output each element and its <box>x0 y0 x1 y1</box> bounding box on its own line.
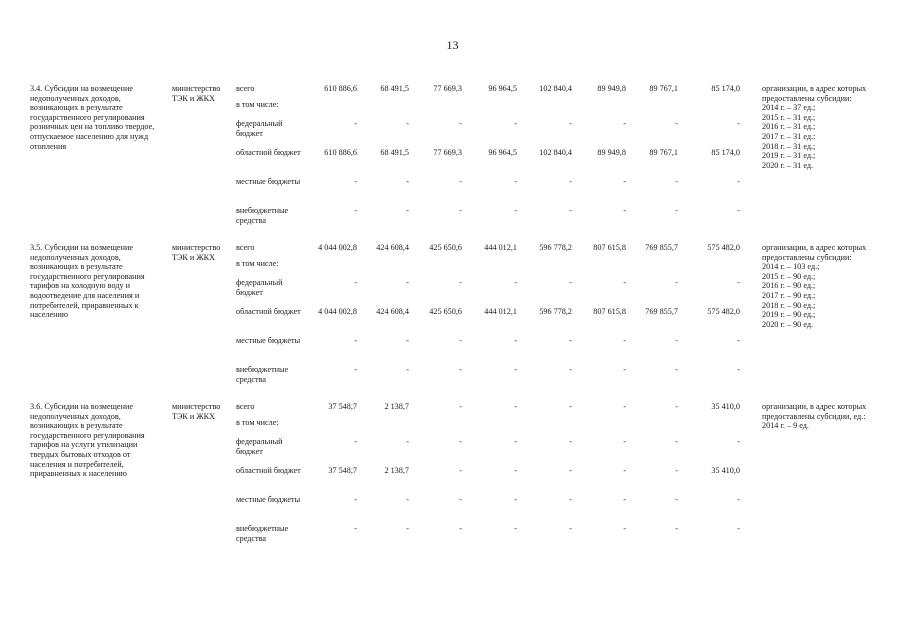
amount-cell: 4 044 002,8 <box>318 243 357 252</box>
funding-source-label: внебюджетные средства <box>236 524 289 543</box>
item-description: 3.4. Субсидии на возмещение недополученных доходов, возникающих в результате государственного регулирования розничных цен на топливо твердое, отпускаемое населению для нужд отопления <box>30 84 155 151</box>
amount-cell: - <box>623 437 626 446</box>
amount-cell: 769 855,7 <box>645 243 678 252</box>
amount-cell: - <box>354 119 357 128</box>
amount-cell: - <box>623 119 626 128</box>
item-description: 3.6. Субсидии на возмещение недополученных доходов, возникающих в результате государственного регулирования тарифов на услуги утилизации твердых бытовых отходов от населения и потребителей, приравненных к населению <box>30 402 145 479</box>
amount-cell: - <box>459 365 462 374</box>
result-note-line: 2014 г. – 103 ед.; <box>762 262 820 272</box>
funding-source-label: внебюджетные средства <box>236 365 289 384</box>
amount-cell: - <box>406 495 409 504</box>
amount-cell: 444 012,1 <box>484 243 517 252</box>
amount-cell: - <box>737 206 740 215</box>
funding-source-label: федеральный бюджет <box>236 437 283 456</box>
funding-source-label: всего <box>236 243 255 252</box>
funding-source-label: местные бюджеты <box>236 495 301 504</box>
amount-cell: 85 174,0 <box>711 84 740 93</box>
amount-cell: - <box>354 177 357 186</box>
responsible-executor: министерство ТЭК и ЖКХ <box>172 84 221 103</box>
amount-cell: - <box>459 495 462 504</box>
funding-source-label: в том числе: <box>236 418 279 427</box>
result-note-line: организации, в адрес которых предоставлены субсидии: <box>762 84 867 103</box>
amount-cell: - <box>459 119 462 128</box>
amount-cell: - <box>737 495 740 504</box>
amount-cell: - <box>569 119 572 128</box>
funding-source-label: областной бюджет <box>236 307 301 316</box>
amount-cell: - <box>623 177 626 186</box>
result-note-line: 2019 г. – 90 ед.; <box>762 310 816 320</box>
table-row <box>0 243 905 403</box>
result-note-line: 2015 г. – 90 ед.; <box>762 271 816 281</box>
amount-cell: - <box>354 206 357 215</box>
amount-cell: - <box>737 119 740 128</box>
amount-cell: 102 840,4 <box>539 148 572 157</box>
amount-cell: 425 650,6 <box>429 243 462 252</box>
amount-cell: 85 174,0 <box>711 148 740 157</box>
funding-source-label: всего <box>236 402 255 411</box>
amount-cell: - <box>459 437 462 446</box>
amount-cell: 596 778,2 <box>539 307 572 316</box>
amount-cell: 37 548,7 <box>328 466 357 475</box>
amount-cell: 89 767,1 <box>649 84 678 93</box>
table-row <box>0 402 905 562</box>
result-note-line: 2014 г. – 37 ед.; <box>762 103 816 113</box>
amount-cell: - <box>514 466 517 475</box>
amount-cell: - <box>623 206 626 215</box>
amount-cell: - <box>675 336 678 345</box>
amount-cell: - <box>406 177 409 186</box>
amount-cell: - <box>623 466 626 475</box>
amount-cell: 575 482,0 <box>707 243 740 252</box>
amount-cell: 807 615,8 <box>593 243 626 252</box>
amount-cell: - <box>406 206 409 215</box>
amount-cell: - <box>406 524 409 533</box>
amount-cell: - <box>675 206 678 215</box>
funding-source-label: областной бюджет <box>236 466 301 475</box>
amount-cell: - <box>623 365 626 374</box>
amount-cell: - <box>354 437 357 446</box>
amount-cell: - <box>459 524 462 533</box>
amount-cell: 610 886,6 <box>324 148 357 157</box>
amount-cell: - <box>675 365 678 374</box>
funding-source-label: местные бюджеты <box>236 336 301 345</box>
amount-cell: - <box>675 524 678 533</box>
amount-cell: - <box>514 206 517 215</box>
result-note <box>762 402 882 431</box>
amount-cell: - <box>514 177 517 186</box>
amount-cell: - <box>569 495 572 504</box>
amount-cell: 424 608,4 <box>376 307 409 316</box>
table-row <box>0 84 905 244</box>
amount-cell: - <box>675 466 678 475</box>
result-note <box>762 243 882 329</box>
result-note-line: 2018 г. – 90 ед.; <box>762 300 816 310</box>
item-description: 3.5. Субсидии на возмещение недополученных доходов, возникающих в результате государственного регулирования тарифов на холодную воду и водоотведение для населения и потребителей, приравненных к населению <box>30 243 145 320</box>
amount-cell: 68 491,5 <box>380 148 409 157</box>
amount-cell: 424 608,4 <box>376 243 409 252</box>
result-note-line: 2020 г. – 31 ед. <box>762 160 814 170</box>
amount-cell: - <box>675 437 678 446</box>
amount-cell: 96 964,5 <box>488 148 517 157</box>
amount-cell: 35 410,0 <box>711 466 740 475</box>
amount-cell: - <box>406 365 409 374</box>
amount-cell: - <box>569 437 572 446</box>
amount-cell: 4 044 002,8 <box>318 307 357 316</box>
amount-cell: - <box>675 495 678 504</box>
amount-cell: - <box>459 402 462 411</box>
amount-cell: - <box>514 365 517 374</box>
amount-cell: - <box>514 524 517 533</box>
result-note-line: 2016 г. – 90 ед.; <box>762 281 816 291</box>
amount-cell: 2 138,7 <box>384 402 409 411</box>
amount-cell: 89 949,8 <box>597 84 626 93</box>
result-note-line: 2018 г. – 31 ед.; <box>762 141 816 151</box>
funding-source-label: областной бюджет <box>236 148 301 157</box>
amount-cell: 2 138,7 <box>384 466 409 475</box>
amount-cell: 35 410,0 <box>711 402 740 411</box>
result-note <box>762 84 882 170</box>
amount-cell: - <box>737 524 740 533</box>
amount-cell: - <box>459 336 462 345</box>
result-note-line: 2019 г. – 31 ед.; <box>762 151 816 161</box>
funding-source-label: всего <box>236 84 255 93</box>
amount-cell: - <box>623 336 626 345</box>
result-note-line: 2020 г. – 90 ед. <box>762 319 814 329</box>
amount-cell: - <box>514 119 517 128</box>
amount-cell: - <box>569 336 572 345</box>
amount-cell: 807 615,8 <box>593 307 626 316</box>
amount-cell: - <box>459 278 462 287</box>
amount-cell: - <box>623 495 626 504</box>
result-note-line: организации, в адрес которых предоставлены субсидии: <box>762 243 867 262</box>
funding-source-label: внебюджетные средства <box>236 206 289 225</box>
result-note-line: 2014 г. – 9 ед. <box>762 421 809 431</box>
funding-source-label: в том числе: <box>236 259 279 268</box>
amount-cell: - <box>569 278 572 287</box>
amount-cell: - <box>406 119 409 128</box>
amount-cell: - <box>354 278 357 287</box>
amount-cell: - <box>569 206 572 215</box>
result-note-line: 2016 г. – 31 ед.; <box>762 122 816 132</box>
result-note-line: организации, в адрес которых предоставлены субсидии, ед.: <box>762 402 867 421</box>
amount-cell: - <box>354 336 357 345</box>
amount-cell: 769 855,7 <box>645 307 678 316</box>
amount-cell: - <box>406 437 409 446</box>
amount-cell: - <box>569 177 572 186</box>
funding-source-label: в том числе: <box>236 100 279 109</box>
result-note-line: 2015 г. – 31 ед.; <box>762 112 816 122</box>
funding-source-label: федеральный бюджет <box>236 278 283 297</box>
amount-cell: - <box>675 177 678 186</box>
amount-cell: 444 012,1 <box>484 307 517 316</box>
amount-cell: - <box>514 437 517 446</box>
funding-source-label: федеральный бюджет <box>236 119 283 138</box>
amount-cell: - <box>675 119 678 128</box>
amount-cell: 425 650,6 <box>429 307 462 316</box>
responsible-executor: министерство ТЭК и ЖКХ <box>172 243 221 262</box>
responsible-executor: министерство ТЭК и ЖКХ <box>172 402 221 421</box>
amount-cell: - <box>737 278 740 287</box>
amount-cell: - <box>406 336 409 345</box>
amount-cell: - <box>514 336 517 345</box>
amount-cell: 610 886,6 <box>324 84 357 93</box>
page-number: 13 <box>446 38 459 52</box>
amount-cell: 77 669,3 <box>433 84 462 93</box>
amount-cell: - <box>623 278 626 287</box>
amount-cell: 77 669,3 <box>433 148 462 157</box>
amount-cell: - <box>623 524 626 533</box>
amount-cell: - <box>569 524 572 533</box>
amount-cell: - <box>737 365 740 374</box>
amount-cell: - <box>569 466 572 475</box>
amount-cell: - <box>354 495 357 504</box>
amount-cell: 102 840,4 <box>539 84 572 93</box>
result-note-line: 2017 г. – 90 ед.; <box>762 290 816 300</box>
amount-cell: 96 964,5 <box>488 84 517 93</box>
amount-cell: 596 778,2 <box>539 243 572 252</box>
amount-cell: - <box>569 402 572 411</box>
amount-cell: 89 949,8 <box>597 148 626 157</box>
funding-source-label: местные бюджеты <box>236 177 301 186</box>
amount-cell: - <box>675 402 678 411</box>
amount-cell: - <box>569 365 572 374</box>
amount-cell: - <box>623 402 626 411</box>
amount-cell: - <box>737 336 740 345</box>
amount-cell: - <box>514 402 517 411</box>
amount-cell: - <box>737 437 740 446</box>
result-note-line: 2017 г. – 31 ед.; <box>762 131 816 141</box>
amount-cell: - <box>514 495 517 504</box>
amount-cell: - <box>459 177 462 186</box>
amount-cell: - <box>514 278 517 287</box>
amount-cell: - <box>406 278 409 287</box>
amount-cell: 68 491,5 <box>380 84 409 93</box>
amount-cell: 575 482,0 <box>707 307 740 316</box>
amount-cell: - <box>354 365 357 374</box>
amount-cell: 89 767,1 <box>649 148 678 157</box>
amount-cell: - <box>459 466 462 475</box>
amount-cell: 37 548,7 <box>328 402 357 411</box>
amount-cell: - <box>737 177 740 186</box>
amount-cell: - <box>675 278 678 287</box>
amount-cell: - <box>354 524 357 533</box>
amount-cell: - <box>459 206 462 215</box>
